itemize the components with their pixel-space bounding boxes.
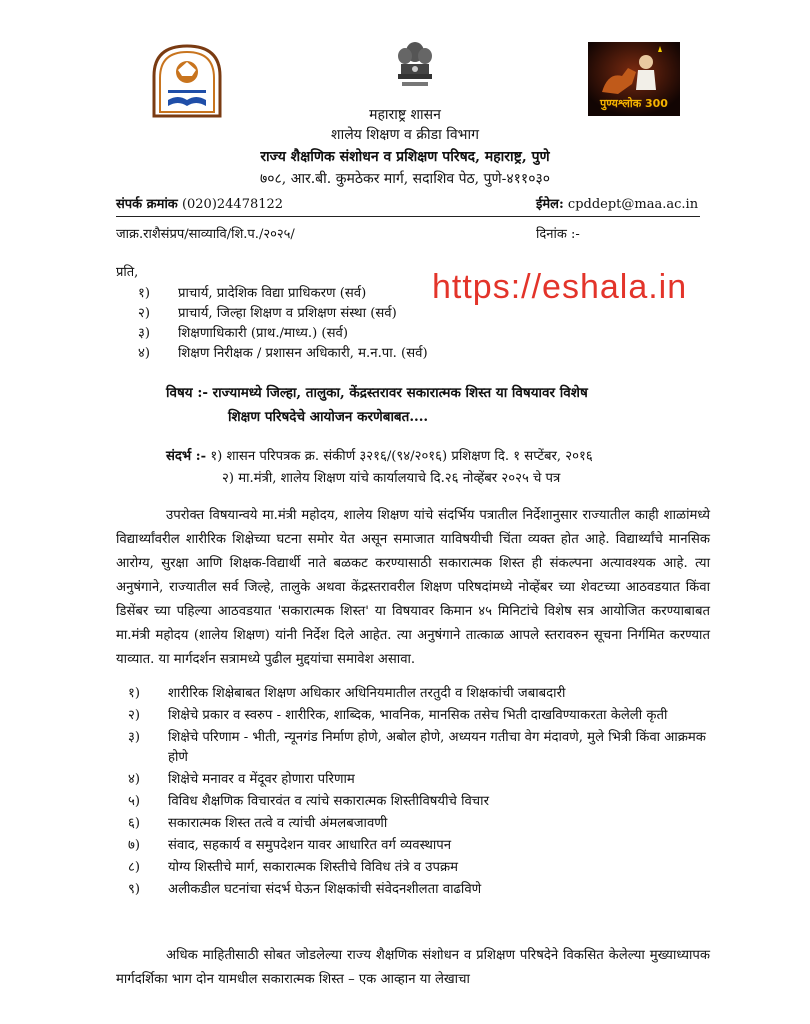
date-label: दिनांक :- xyxy=(536,227,580,242)
list-item: ३) शिक्षणाधिकारी (प्राथ./माध्य.) (सर्व) xyxy=(138,326,348,341)
reference-line-2: २) मा.मंत्री, शालेय शिक्षण यांचे कार्यालयाचे दि.२६ नोव्हेंबर २०२५ चे पत्र xyxy=(222,471,561,486)
email-value[interactable]: cpddept@maa.ac.in xyxy=(567,197,699,212)
body-paragraph-1: उपरोक्त विषयान्वये मा.मंत्री महोदय, शालेय शिक्षण यांचे संदर्भिय पत्रातील निर्देशानुसार राज्यातील काही शाळांमध्ये विद्यार्थ्यांवरील शारीरिक शिक्षेच्या घटना समोर येत असून समाजात याविषयीची चिंता व्यक्त होत आहे. विद्यार्थ्यांचे मानसिक आरोग्य, सुरक्षा आणि शिक्षक-विद्यार्थी नाते बळकट करण्यासाठी सकारात्मक शिस्त ही संकल्पना अत्यावश्यक आहे. त्या अनुषंगाने, राज्यातील सर्व जिल्हे, तालुके अथवा केंद्रस्तरावरील शिक्षण परिषदांमध्ये नोव्हेंबर च्या शेवटच्या आठवडयात किंवा डिसेंबर च्या पहिल्या आठवडयात 'सकारात्मक शिस्त' या विषयावर किमान ४५ मिनिटांचे विशेष सत्र आयोजित करण्याबाबत मा.मंत्री महोदय (शालेय शिक्षण) यांनी निर्देश दिले आहेत. त्या अनुषंगाने तात्काळ आपले स्तरावरुन सूचना निर्गमित करण्यात याव्यात. या मार्गदर्शन सत्रामध्ये पुढील मुद्दयांचा समावेश असावा. xyxy=(116,508,710,667)
header-line-1: महाराष्ट्र शासन xyxy=(369,107,441,123)
list-item: ६) सकारात्मक शिस्त तत्वे व त्यांची अंमलबजावणी xyxy=(128,816,388,831)
subject-line-1: विषय :- राज्यामध्ये जिल्हा, तालुका, केंद्रस्तरावर सकारात्मक शिस्त या विषयावर विशेष xyxy=(166,385,588,401)
addressee-list xyxy=(138,284,438,364)
body-paragraph-2: अधिक माहितीसाठी सोबत जोडलेल्या राज्य शैक्षणिक संशोधन व प्रशिक्षण परिषदेने विकसित केलेल्या मुख्याध्यापक मार्गदर्शिका भाग दोन यामधील सकारात्मक शिस्त – एक आव्हान या लेखाचा xyxy=(116,948,710,987)
list-item: १) प्राचार्य, प्रादेशिक विद्या प्राधिकरण (सर्व) xyxy=(138,286,367,301)
points-list xyxy=(128,684,710,902)
list-item: ४) शिक्षण निरीक्षक / प्रशासन अधिकारी, म.न.पा. (सर्व) xyxy=(138,346,428,361)
header-line-4: ७०८, आर.बी. कुमठेकर मार्ग, सदाशिव पेठ, पुणे-४११०३० xyxy=(259,171,551,187)
logo-right-text: पुण्यश्लोक 300 xyxy=(600,97,668,110)
list-item: ७) संवाद, सहकार्य व समुपदेशन यावर आधारित वर्ग व्यवस्थापन xyxy=(128,838,452,853)
list-item: ९) अलीकडील घटनांचा संदर्भ घेऊन शिक्षकांची संवेदनशीलता वाढविणे xyxy=(128,882,482,897)
contact-row xyxy=(116,196,283,213)
punyashlok-300-logo xyxy=(588,42,680,116)
list-item: ८) योग्य शिस्तीचे मार्ग, सकारात्मक शिस्तीचे विविध तंत्रे व उपक्रम xyxy=(128,860,458,875)
list-item: ५) विविध शैक्षणिक विचारवंत व त्यांचे सकारात्मक शिस्तीविषयीचे विचार xyxy=(128,794,489,809)
national-emblem-icon xyxy=(392,38,438,92)
subject-line-2: शिक्षण परिषदेचे आयोजन करणेबाबत.... xyxy=(228,409,429,425)
header-line-2: शालेय शिक्षण व क्रीडा विभाग xyxy=(331,127,479,143)
header-line-3: राज्य शैक्षणिक संशोधन व प्रशिक्षण परिषद, महाराष्ट्र, पुणे xyxy=(260,149,550,165)
reference-line-1: संदर्भ :- १) शासन परिपत्रक क्र. संकीर्ण ३२१६/(९४/२०१६) प्रशिक्षण दि. १ सप्टेंबर, २०१६ xyxy=(166,449,593,464)
reference-number: जाक्र.राशैसंप्रप/साव्यावि/शि.प./२०२५/ xyxy=(116,227,295,242)
list-item: २) शिक्षेचे प्रकार व स्वरुप - शारीरिक, शाब्दिक, भावनिक, मानसिक तसेच भिती दाखविण्याकरता केलेली कृती xyxy=(128,708,668,723)
email-row xyxy=(536,196,698,213)
list-item: १) शारीरिक शिक्षेबाबत शिक्षण अधिकार अधिनियमातील तरतुदी व शिक्षकांची जबाबदारी xyxy=(128,686,566,701)
contact-value: (020)24478122 xyxy=(181,197,284,212)
to-label: प्रति, xyxy=(116,265,139,280)
watermark-link[interactable]: https://eshala.in xyxy=(432,268,688,306)
email-label: ईमेल: xyxy=(536,197,564,212)
header-divider xyxy=(116,216,700,217)
list-item: २) प्राचार्य, जिल्हा शिक्षण व प्रशिक्षण संस्था (सर्व) xyxy=(138,306,397,321)
contact-label: संपर्क क्रमांक xyxy=(116,197,178,212)
list-item: ४) शिक्षेचे मनावर व मेंदूवर होणारा परिणाम xyxy=(128,772,355,787)
list-item: ३) शिक्षेचे परिणाम - भीती, न्यूनगंड निर्माण होणे, अबोल होणे, अध्ययन गतीचा वेग मंदावणे, मुले भित्री किंवा आक्रमक होणे xyxy=(128,730,706,765)
